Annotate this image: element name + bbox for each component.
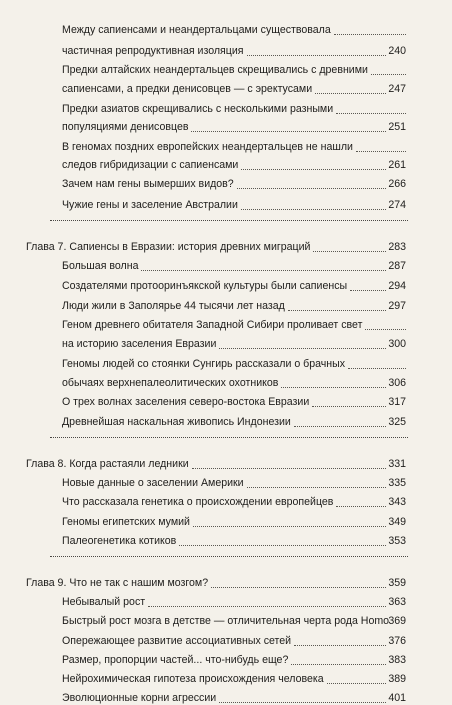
entry-title: Предки азиатов скрещивались с несколькими разными [62, 103, 334, 115]
page-number: 287 [388, 260, 406, 272]
page-number: 261 [388, 159, 406, 171]
dot-leader [288, 310, 386, 311]
entry-title: Зачем нам гены вымерших видов? [62, 178, 234, 190]
page-number: 369 [388, 615, 406, 627]
dot-leader [350, 290, 386, 291]
page-number: 343 [388, 496, 406, 508]
page-number: 247 [388, 83, 406, 95]
dot-leader [315, 93, 386, 94]
page-number: 274 [388, 199, 406, 211]
entry-title: на историю заселения Евразии [62, 338, 217, 350]
entry-title: Между сапиенсами и неандертальцами существовала [62, 24, 331, 36]
page-number: 335 [388, 477, 406, 489]
dot-leader [348, 368, 406, 369]
dot-leader [179, 545, 386, 546]
page-number: 251 [388, 121, 406, 133]
page-number: 297 [388, 300, 406, 312]
dot-leader [294, 645, 386, 646]
page-number: 266 [388, 178, 406, 190]
entry-title: Геномы людей со стоянки Сунгирь рассказали о брачных [62, 358, 346, 370]
dot-leader [247, 55, 386, 56]
dot-leader [336, 113, 406, 114]
dot-leader [334, 34, 406, 35]
page-number: 294 [388, 280, 406, 292]
entry-title: популяциями денисовцев [62, 121, 189, 133]
entry-title: Люди жили в Заполярье 44 тысячи лет назад [62, 300, 285, 312]
entry-title: сапиенсами, а предки денисовцев — с эректусами [62, 83, 313, 95]
dot-leader [219, 702, 386, 703]
entry-title: Предки алтайских неандертальцев скрещивались с древними [62, 64, 368, 76]
dot-leader [141, 270, 386, 271]
entry-title: О трех волнах заселения северо-востока Евразии [62, 396, 310, 408]
entry-title: Эволюционные корни агрессии [62, 692, 217, 704]
dot-leader [291, 664, 386, 665]
entry-title: Геномы египетских мумий [62, 516, 190, 528]
entry-title: Небывалый рост [62, 596, 146, 608]
page-number: 349 [388, 516, 406, 528]
dot-leader [281, 387, 386, 388]
chapter-title: Глава 7. Сапиенсы в Евразии: история древних миграций [26, 241, 311, 253]
dot-leader [327, 683, 386, 684]
entry-title: Что рассказала генетика о происхождении европейцев [62, 496, 334, 508]
entry-title: Древнейшая наскальная живопись Индонезии [62, 416, 291, 428]
entry-title: В геномах поздних европейских неандертальцев не нашли [62, 141, 353, 153]
dot-leader [336, 506, 386, 507]
dot-leader [241, 169, 386, 170]
entry-title: Быстрый рост мозга в детстве — отличительная черта рода Homo [62, 615, 390, 627]
entry-title: Чужие гены и заселение Австралии [62, 199, 238, 211]
chapter-title: Глава 8. Когда растаяли ледники [26, 458, 189, 470]
dot-leader [356, 151, 406, 152]
page-number: 383 [388, 654, 406, 666]
page-number: 376 [388, 635, 406, 647]
entry-title: Нейрохимическая гипотеза происхождения человека [62, 673, 324, 685]
dot-leader [211, 587, 386, 588]
entry-title: Большая волна [62, 260, 139, 272]
page-number: 331 [388, 458, 406, 470]
dot-leader [192, 468, 386, 469]
page-number: 240 [388, 45, 406, 57]
entry-title: следов гибридизации с сапиенсами [62, 159, 239, 171]
page-number: 359 [388, 577, 406, 589]
dot-leader [312, 406, 386, 407]
page-number: 325 [388, 416, 406, 428]
dot-leader [365, 329, 406, 330]
dot-leader [191, 131, 386, 132]
page-number: 401 [388, 692, 406, 704]
dot-leader [247, 487, 386, 488]
section-divider [50, 556, 408, 557]
page-number: 300 [388, 338, 406, 350]
entry-title: Создателями протооринъякской культуры были сапиенсы [62, 280, 348, 292]
entry-title: частичная репродуктивная изоляция [62, 45, 244, 57]
page-number: 363 [388, 596, 406, 608]
dot-leader [237, 188, 386, 189]
section-divider [50, 437, 408, 438]
entry-title: Размер, пропорции частей... что-нибудь еще? [62, 654, 289, 666]
page-number: 317 [388, 396, 406, 408]
dot-leader [219, 348, 386, 349]
entry-title: Палеогенетика котиков [62, 535, 177, 547]
entry-title: Опережающее развитие ассоциативных сетей [62, 635, 292, 647]
entry-title: Новые данные о заселении Америки [62, 477, 244, 489]
page-number: 283 [388, 241, 406, 253]
dot-leader [148, 606, 386, 607]
dot-leader [313, 251, 386, 252]
section-divider [50, 220, 408, 221]
page-number: 389 [388, 673, 406, 685]
entry-title: обычаях верхнепалеолитических охотников [62, 377, 279, 389]
dot-leader [294, 426, 386, 427]
page-number: 353 [388, 535, 406, 547]
dot-leader [193, 526, 386, 527]
chapter-title: Глава 9. Что не так с нашим мозгом? [26, 577, 209, 589]
dot-leader [241, 209, 386, 210]
page-number: 306 [388, 377, 406, 389]
entry-title: Геном древнего обитателя Западной Сибири проливает свет [62, 319, 363, 331]
dot-leader [371, 74, 406, 75]
